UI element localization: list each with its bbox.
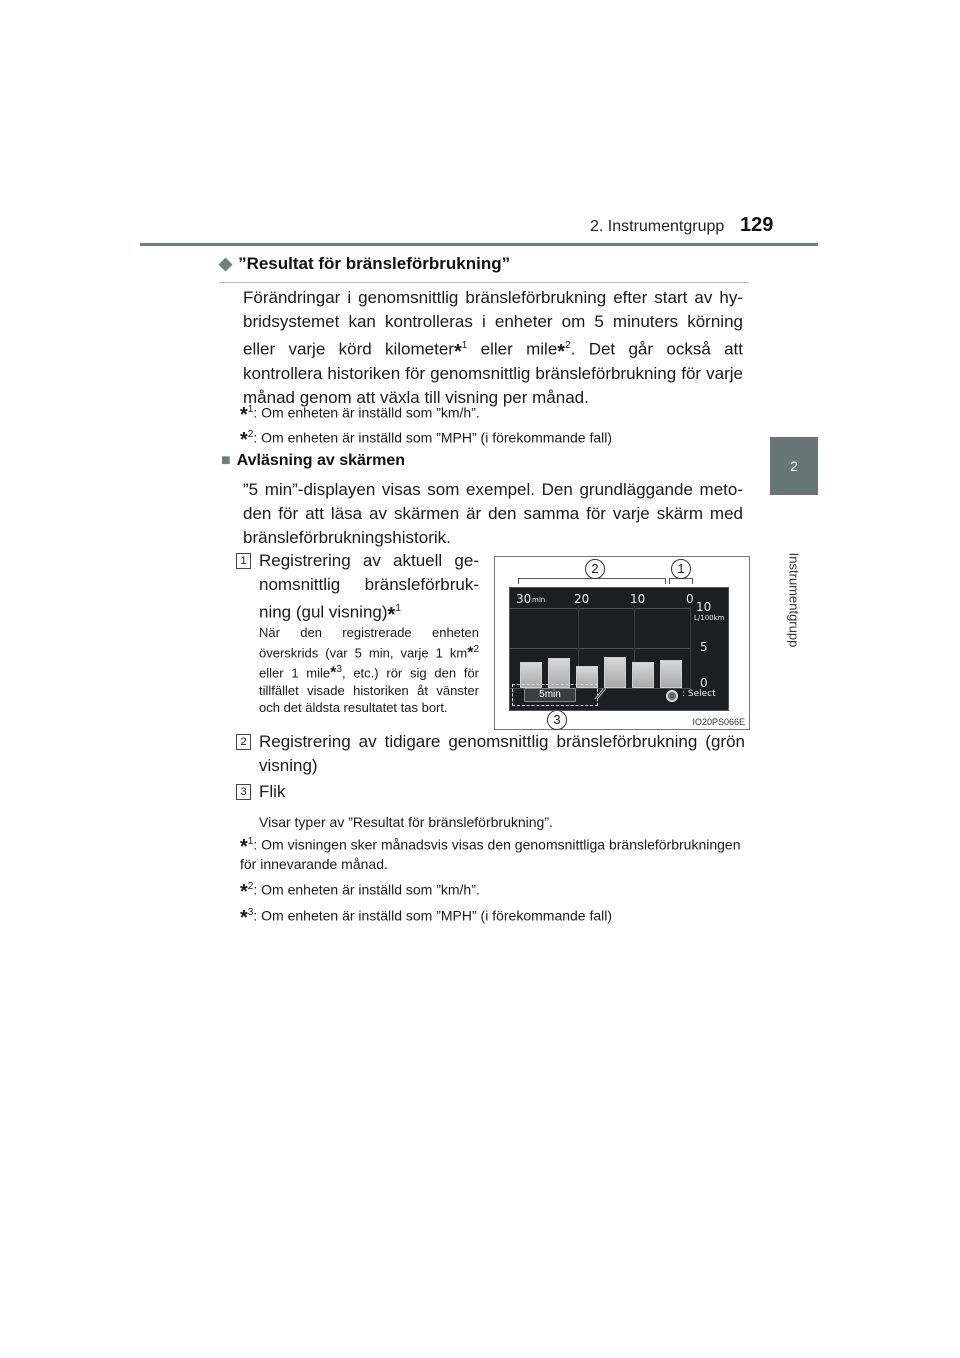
x-label-0: 0 xyxy=(686,592,694,606)
asterisk-icon: * xyxy=(240,906,248,929)
gridline xyxy=(510,608,690,609)
x-unit: min xyxy=(532,596,546,604)
item-3-text: Flik xyxy=(259,782,286,801)
subsection-title: ■ Avläsning av skärmen xyxy=(221,452,406,469)
figure-callout-2: 2 xyxy=(585,559,605,579)
item-1-detail: När den registrerade enheten överskrids (var 5 min, varje 1 km*$^2$ eller 1 mile*$^3$, etc.) rör sig den för tillfället visade historiken åt vänster och det äldsta resultatet tas bort. xyxy=(259,625,479,715)
y-unit: L/100km xyxy=(694,614,725,622)
asterisk-icon: * xyxy=(387,603,396,626)
figure-callout-3: 3 xyxy=(547,710,567,730)
asterisk-icon: * xyxy=(240,403,248,426)
diamond-icon: ◆ xyxy=(219,254,233,273)
footnote-2: *$^2$: Om enheten är inställd som ”km/h”. xyxy=(240,880,480,903)
figure-code: IO20PS066E xyxy=(692,717,745,727)
history-bar xyxy=(604,657,626,688)
asterisk-icon: * xyxy=(240,880,248,903)
square-bullet-icon: ■ xyxy=(221,452,231,469)
y-label-10: 10 xyxy=(696,600,712,614)
y-label-0: 0 xyxy=(700,676,708,690)
fuel-consumption-figure xyxy=(494,556,750,730)
footnote-1: *$^1$: Om visningen sker månadsvis visas den genomsnittliga bränsleförbrukningen för innevarande månad. xyxy=(240,835,741,872)
chapter-tab[interactable]: 2 xyxy=(770,437,818,495)
asterisk-icon: * xyxy=(453,340,462,363)
x-label-30: 30 xyxy=(516,592,532,606)
tab-5min[interactable]: 5min xyxy=(524,688,576,702)
asterisk-icon: * xyxy=(240,835,248,858)
asterisk-icon: * xyxy=(467,644,474,662)
section-intro: Förändringar i genomsnittlig bränsleförbrukning efter start av hybridsystemet kan kontrolleras i enheter om 5 minuters körning eller varje körd kilometer*$^1$ eller mile*$^2$. Det går också att kontrollera historiken för genomsnittlig bränsleförbrukning för varje månad genom att växla till visning per månad. xyxy=(243,288,744,407)
gridline xyxy=(510,648,690,649)
display-screen xyxy=(509,587,729,711)
section-title xyxy=(219,254,749,283)
footnote-3: *$^3$: Om enheten är inställd som ”MPH” (i förekommande fall) xyxy=(240,906,613,929)
page-number: 129 xyxy=(740,214,774,236)
history-bar xyxy=(660,660,682,688)
x-label-20: 20 xyxy=(574,592,590,606)
select-button-icon[interactable] xyxy=(666,690,678,702)
asterisk-icon: * xyxy=(557,340,566,363)
item-1-text: Registrering av aktuell genomsnittlig bränsleförbrukning (gul visning)*$^1$ xyxy=(259,551,479,626)
section-note-1: *$^1$: Om enheten är inställd som ”km/h”. xyxy=(240,403,480,426)
y-label-5: 5 xyxy=(700,640,708,654)
asterisk-icon: * xyxy=(330,664,337,682)
callout-bracket-2 xyxy=(518,578,666,584)
figure-callout-1: 1 xyxy=(671,559,691,579)
item-number-2: 2 xyxy=(236,734,251,750)
chapter-label: Instrumentgrupp xyxy=(786,552,802,648)
vertical-gridline xyxy=(690,606,691,690)
subsection-intro: ”5 min”-displayen visas som exempel. Den grundläggande metoden för att läsa av skärmen är den samma för varje skärm med bränsleförbrukningshistorik. xyxy=(243,480,743,547)
asterisk-icon: * xyxy=(240,428,248,451)
select-label: : Select xyxy=(682,689,716,699)
item-number-3: 3 xyxy=(236,784,251,800)
item-number-1: 1 xyxy=(236,553,251,569)
history-bar xyxy=(632,662,654,688)
x-label-10: 10 xyxy=(630,592,646,606)
header-divider xyxy=(140,243,818,246)
item-3-detail: Visar typer av ”Resultat för bränsleförbrukning”. xyxy=(259,814,553,830)
section-note-2: *$^2$: Om enheten är inställd som ”MPH” (i förekommande fall) xyxy=(240,428,613,451)
section-title-text: ”Resultat för bränsleförbrukning” xyxy=(238,254,511,273)
tab-arrow-icon: ⁄⁄ xyxy=(598,687,603,703)
item-2-text: Registrering av tidigare genomsnittlig bränsleförbrukning (grön visning) xyxy=(259,732,745,775)
header-section-title: 2. Instrumentgrupp xyxy=(590,218,725,235)
